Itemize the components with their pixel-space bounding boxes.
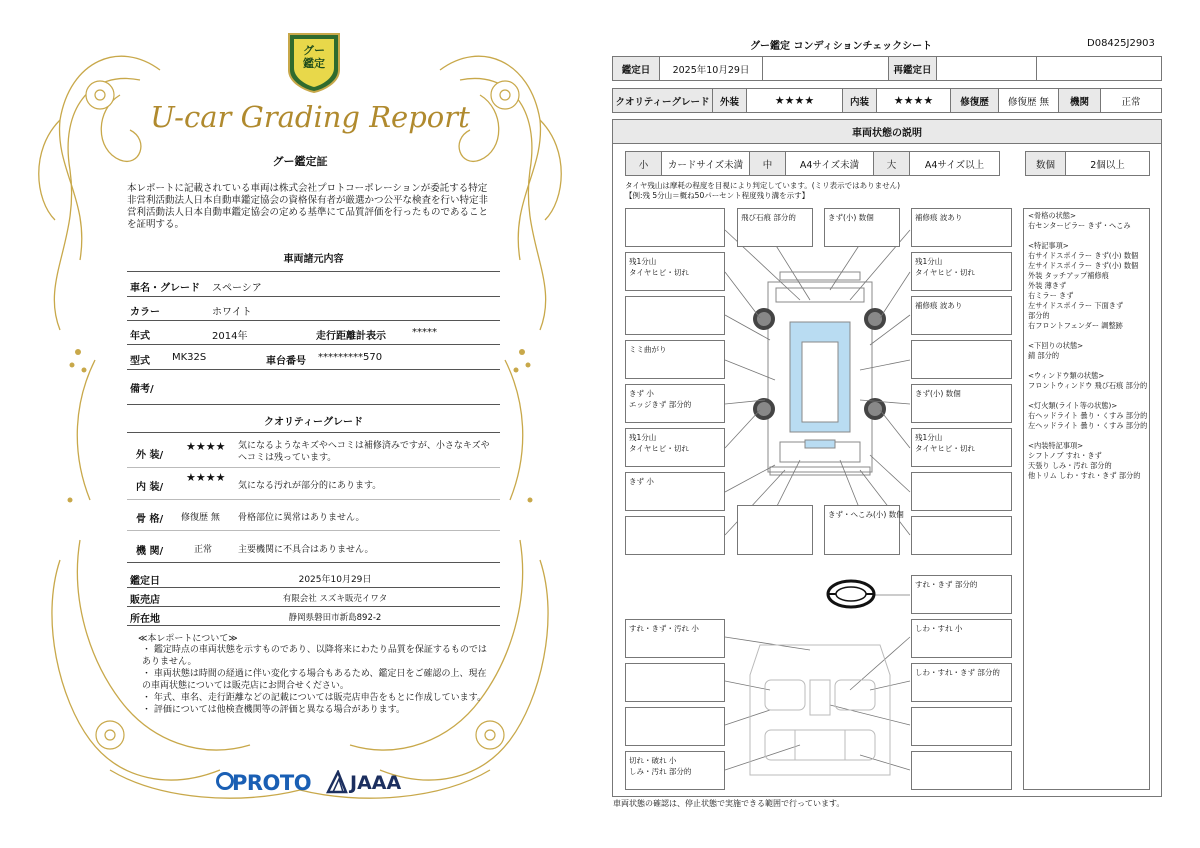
footer-note: 車両状態の確認は、停止状態で実施できる範囲で行っています。 [613,799,845,808]
engine-text: 主要機関に不具合はありません。 [238,545,374,555]
address-value: 静岡県磐田市新島892-2 [288,613,382,623]
legend-small-desc: カードサイズ未満 [662,152,750,175]
intro-paragraph: 本レポートに記載されている車両は株式会社プロトコーポレーションが委託する特定非営利活動法人日本自動車鑑定協会の資格保有者が厳選かつ公平な検査を行い特定非営利活動法人日本自動車鑑定協会の定める基準にて品質評価を行ったものであることを証明する。 [127,183,489,230]
steering-wheel-icon [825,578,877,610]
date-label: 鑑定日 [130,576,160,587]
model-label: 型式 [130,356,150,367]
note-line: 外装 タッチアップ補修痕 [1028,271,1109,280]
legend-medium: 中 [750,152,786,175]
damage-box-driver-seat [625,663,725,702]
damage-box-right-fender: 補修痕 波あり [911,296,1012,335]
about-title: ≪本レポートについて≫ [138,634,238,644]
int-stars: ★★★★ [186,471,226,484]
note-line: <特記事項> [1028,241,1069,250]
ext-stars: ★★★★ [186,440,226,453]
damage-box-windshield: 飛び石痕 部分的 [737,208,813,247]
damage-box-ceiling: しわ・すれ 小 [911,619,1012,658]
doc-id: D08425J2903 [1087,38,1155,49]
ext-label: 外装 [713,89,747,112]
model-value: MK32S [172,352,207,363]
legend-large-desc: A4サイズ以上 [924,159,985,171]
notes-list [1028,211,1147,481]
car-interior-diagram [740,635,900,785]
repair-label: 修復歴 [951,89,999,112]
about-list [142,644,490,716]
damage-box-front-right-trim [911,707,1012,746]
engine-label: 機関 [1059,89,1101,112]
repair-value: 修復歴 無 [999,89,1059,112]
damage-box-rear-left-corner [625,516,725,555]
note-line: <ウィンドウ類の状態> [1028,371,1105,380]
note-line: 左ヘッドライト 曇り・くすみ 部分的 [1028,421,1148,430]
sheet-title: グー鑑定 コンディションチェックシート [750,41,933,52]
chassis-value: *********570 [318,352,383,363]
damage-box-bonnet: きず(小) 数個 [824,208,900,247]
condition-check-sheet [600,0,1200,848]
damage-box-left-quarter: きず 小 [625,472,725,511]
jaaa-logo-text: JAAA [350,772,402,794]
damage-box-rear-seat-left: 切れ・破れ 小 しみ・汚れ 部分的 [625,751,725,790]
proto-logo-text: PROTO [232,771,312,795]
odo-label: 走行距離計表示 [316,331,386,342]
engine-value: 正常 [194,545,213,555]
script-title: U-car Grading Report [150,100,470,134]
legend-small: 小 [626,152,662,175]
int-label: 内装 [843,89,877,112]
note-line: 右サイドスポイラー きず(小) 数個 [1028,251,1139,260]
color-value: ホワイト [212,307,252,318]
frame-value: 修復歴 無 [181,513,220,523]
damage-box-right-front-door [911,340,1012,379]
address-label: 所在地 [130,614,160,625]
count-value: 2個以上 [1090,159,1125,171]
tire-note-example: 【例:残 5分山＝概ね50パーセント程度残り溝を示す】 [625,191,810,200]
date-value: 2025年10月29日 [660,57,763,80]
note-label: 備考/ [130,384,154,395]
spec-title: 車両諸元内容 [283,254,344,265]
int-stars: ★★★★ [877,89,951,112]
note-line: 右ヘッドライト 曇り・くすみ 部分的 [1028,411,1148,420]
year-value: 2014年 [212,331,248,342]
note-line: <内装特記事項> [1028,441,1084,450]
note-line: 部分的 [1028,311,1050,320]
note-line: 左サイドスポイラー きず(小) 数個 [1028,261,1139,270]
about-item: ・ 年式、車名、走行距離などの記載については販売店申告をもとに作成しています。 [142,693,486,703]
note-line [1028,431,1147,441]
date-value: 2025年10月29日 [298,575,372,585]
year-label: 年式 [130,331,150,342]
about-item: ・ 車両状態は時間の経過に伴い変化する場合もあるため、鑑定日をご確認の上、現在の車両状態については販売店にお問合せください。 [142,669,487,691]
damage-box-left-front-door: ミミ曲がり [625,340,725,379]
quality-title: クオリティーグレード [264,417,363,428]
damage-box-right-quarter [911,472,1012,511]
note-line: 右ミラー きず [1028,291,1074,300]
legend-medium-desc: A4サイズ未満 [786,152,874,175]
frame-label: 骨 格/ [136,514,164,525]
note-line [1028,361,1147,371]
badge-text: グー 鑑定 [303,44,325,70]
damage-box-tire-rear-right: 残1分山 タイヤヒビ・切れ [911,428,1012,467]
damage-box-tire-rear-left: 残1分山 タイヤヒビ・切れ [625,428,725,467]
odo-value: ***** [412,327,437,338]
damage-box-front-left-trim [625,707,725,746]
legend-large: 大 [874,152,910,175]
engine-label: 機 関/ [136,546,164,557]
note-line: 右センターピラー きず・へこみ [1028,221,1131,230]
int-label: 内 装/ [136,482,164,493]
damage-box-steering: すれ・きず 部分的 [911,575,1012,614]
damage-box-rear-bumper-left [737,505,813,555]
damage-box-left-rear-door: きず 小 エッジきず 部分的 [625,384,725,423]
damage-box-tire-front-left: 残1分山 タイヤヒビ・切れ [625,252,725,291]
damage-box-dashboard: すれ・きず・汚れ 小 [625,619,725,658]
dealer-label: 販売店 [130,595,160,606]
section-title: 車両状態の説明 [613,120,1161,144]
damage-box-front-right-corner: 補修痕 波あり [911,208,1012,247]
note-line: 右フロントフェンダー 調整跡 [1028,321,1123,330]
name-label: 車名・グレード [130,283,200,294]
damage-box-right-rear-door: きず(小) 数個 [911,384,1012,423]
ext-stars: ★★★★ [747,89,843,112]
qg-label: クオリティーグレード [613,89,713,112]
damage-box-rear-bumper: きず・へこみ(小) 数個 [824,505,900,555]
reinspect-label: 再鑑定日 [889,57,937,80]
name-value: スペーシア [212,283,262,294]
notes-panel [1023,208,1150,790]
note-line [1028,331,1147,341]
note-line: 外装 薄きず [1028,281,1067,290]
damage-box-rear-right-corner [911,516,1012,555]
tire-note: タイヤ残山は摩耗の程度を目視により判定しています。(ミリ表示ではありません) [625,181,901,190]
damage-box-passenger-seat: しわ・すれ・きず 部分的 [911,663,1012,702]
subtitle: グー鑑定証 [272,155,328,168]
color-label: カラー [130,307,160,318]
int-text: 気になる汚れが部分的にあります。 [238,481,382,491]
note-line: <灯火類(ライト等の状態)> [1028,401,1118,410]
frame-text: 骨格部位に異常はありません。 [238,513,365,523]
about-item: ・ 評価については他検査機関等の評価と異なる場合があります。 [142,705,405,715]
chassis-label: 車台番号 [266,356,306,367]
jaaa-logo-icon [326,770,348,794]
note-line: 左サイドスポイラー 下面きず [1028,301,1124,310]
date-label: 鑑定日 [613,57,660,80]
note-line [1028,231,1147,241]
about-item: ・ 鑑定時点の車両状態を示すものであり、以降将来にわたり品質を保証するものではありません。 [142,645,487,667]
dealer-value: 有限会社 スズキ販売イワタ [282,594,388,604]
note-line: シフトノブ すれ・きず [1028,451,1102,460]
damage-box-front-left-corner [625,208,725,247]
note-line [1028,391,1147,401]
damage-box-tire-front-right: 残1分山 タイヤヒビ・切れ [911,252,1012,291]
count-label: 数個 [1026,152,1066,175]
note-line: <下回りの状態> [1028,341,1084,350]
damage-box-rear-seat-right [911,751,1012,790]
note-line: 天張り しみ・汚れ 部分的 [1028,461,1112,470]
note-line: フロントウィンドウ 飛び石痕 部分的 [1028,381,1148,390]
note-line: 他トリム しわ・すれ・きず 部分的 [1028,471,1141,480]
ext-text: 気になるようなキズやヘコミは補修済みですが、小さなキズやヘコミは残っています。 [238,441,490,463]
engine-value: 正常 [1121,96,1141,108]
note-line: 錆 部分的 [1028,351,1060,360]
ext-label: 外 装/ [136,450,164,461]
damage-box-left-fender [625,296,725,335]
note-line: <骨格の状態> [1028,211,1076,220]
